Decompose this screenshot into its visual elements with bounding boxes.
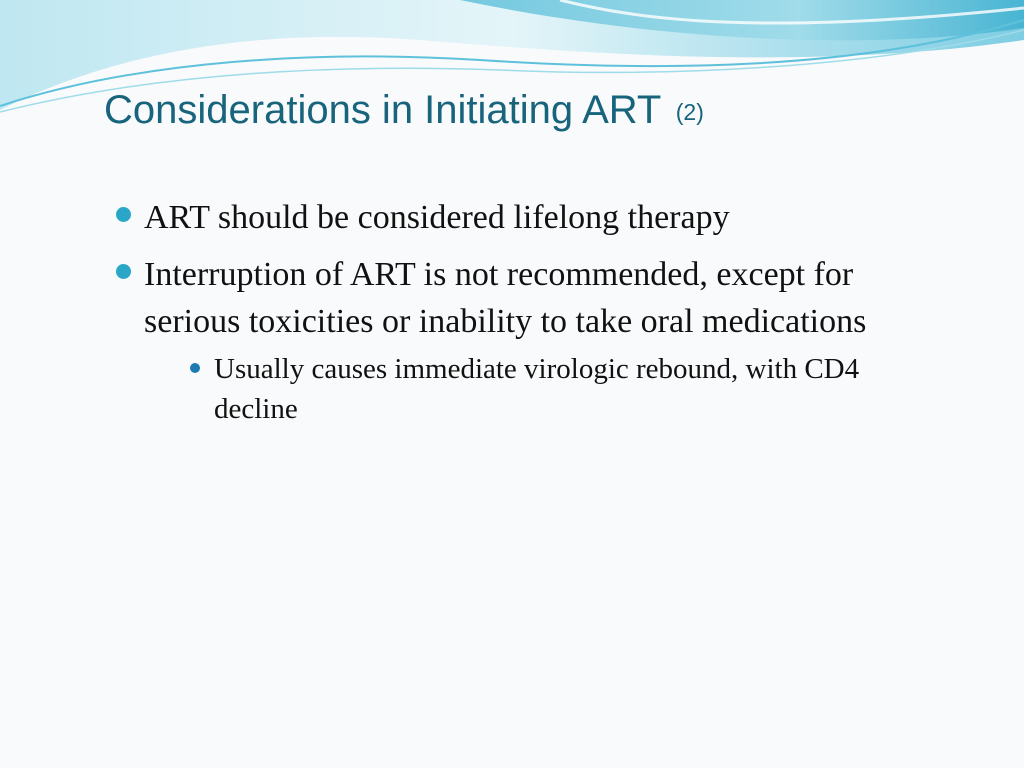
sub-bullet-dot-icon <box>190 363 200 373</box>
bullet-dot-icon <box>116 264 131 279</box>
sub-bullet-item <box>186 349 936 429</box>
bullet-item <box>116 251 936 429</box>
bullet-item <box>116 194 936 241</box>
bullet-text: Interruption of ART is not recommended, except for serious toxicities or inability to take oral medications <box>144 256 867 340</box>
slide-title <box>104 88 704 132</box>
slide-title-suffix: (2) <box>675 99 704 125</box>
bullet-text: ART should be considered lifelong therapy <box>144 199 730 236</box>
sub-bullet-list <box>144 349 936 429</box>
bullet-list <box>116 194 936 439</box>
slide-title-text: Considerations in Initiating ART <box>104 88 661 132</box>
sub-bullet-text: Usually causes immediate virologic rebound, with CD4 decline <box>214 353 860 425</box>
bullet-dot-icon <box>116 207 131 222</box>
